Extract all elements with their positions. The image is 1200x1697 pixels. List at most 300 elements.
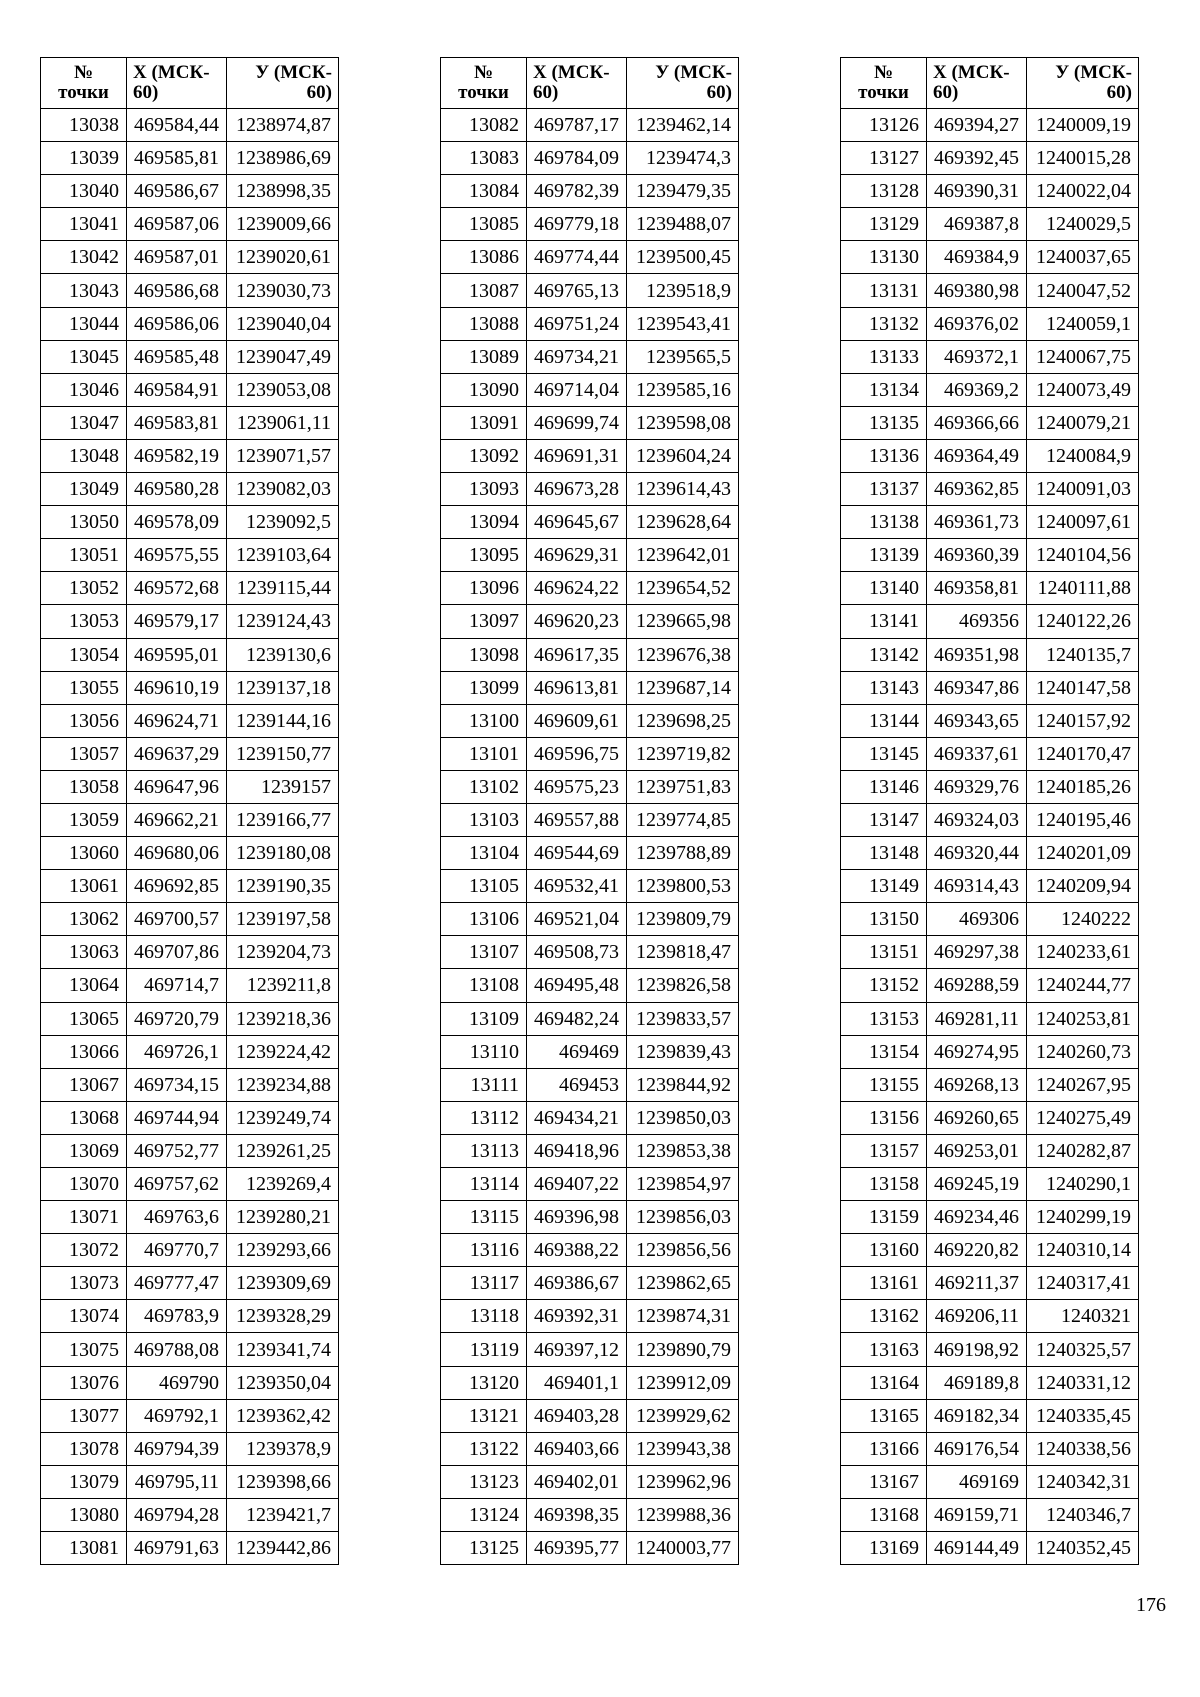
cell-y-coordinate: 1239833,57 [627,1002,739,1035]
table-row [841,142,1139,175]
header-point-number-text [47,63,120,103]
cell-x-coordinate: 469361,73 [927,506,1027,539]
cell-x-coordinate: 469610,19 [127,671,227,704]
cell-point-number: 13134 [841,373,927,406]
cell-x-coordinate: 469691,31 [527,439,627,472]
cell-y-coordinate: 1239421,7 [227,1498,339,1531]
cell-y-coordinate: 1240260,73 [1027,1035,1139,1068]
header-x-coordinate-line-2: 60) [533,82,559,103]
page-number: 176 [1136,1594,1166,1616]
cell-x-coordinate: 469392,45 [927,142,1027,175]
cell-point-number: 13103 [441,803,527,836]
cell-point-number: 13049 [41,473,127,506]
cell-y-coordinate: 1240009,19 [1027,109,1139,142]
cell-x-coordinate: 469189,8 [927,1366,1027,1399]
cell-point-number: 13127 [841,142,927,175]
cell-y-coordinate: 1240325,57 [1027,1333,1139,1366]
cell-point-number: 13165 [841,1399,927,1432]
header-x-coordinate-text [933,63,1020,103]
table-body [41,109,339,1565]
table-row [441,1432,739,1465]
table-row [41,1432,339,1465]
cell-x-coordinate: 469795,11 [127,1465,227,1498]
cell-x-coordinate: 469557,88 [527,803,627,836]
table-row [441,241,739,274]
table-row [441,1465,739,1498]
table-row [441,1101,739,1134]
cell-x-coordinate: 469613,81 [527,671,627,704]
cell-y-coordinate: 1239929,62 [627,1399,739,1432]
cell-y-coordinate: 1239124,43 [227,605,339,638]
cell-point-number: 13138 [841,506,927,539]
table-row [41,870,339,903]
cell-point-number: 13156 [841,1101,927,1134]
cell-point-number: 13064 [41,969,127,1002]
cell-x-coordinate: 469401,1 [527,1366,627,1399]
cell-y-coordinate: 1240147,58 [1027,671,1139,704]
cell-y-coordinate: 1240170,47 [1027,737,1139,770]
cell-y-coordinate: 1238986,69 [227,142,339,175]
table-row [841,837,1139,870]
cell-x-coordinate: 469673,28 [527,473,627,506]
cell-x-coordinate: 469329,76 [927,770,1027,803]
cell-y-coordinate: 1239800,53 [627,870,739,903]
cell-point-number: 13086 [441,241,527,274]
coordinates-table-3 [840,57,1139,1565]
table-row [441,439,739,472]
table-row [841,539,1139,572]
table-row [841,969,1139,1002]
cell-y-coordinate: 1239020,61 [227,241,339,274]
cell-x-coordinate: 469402,01 [527,1465,627,1498]
table-row [841,1532,1139,1565]
cell-point-number: 13073 [41,1267,127,1300]
table-row [841,274,1139,307]
table-row [841,506,1139,539]
table-row [441,936,739,969]
table-row [441,704,739,737]
cell-x-coordinate: 469763,6 [127,1201,227,1234]
header-y-coordinate-line-1: У (МСК- [655,62,732,84]
cell-y-coordinate: 1239988,36 [627,1498,739,1531]
cell-y-coordinate: 1240084,9 [1027,439,1139,472]
table-row [41,903,339,936]
cell-y-coordinate: 1240079,21 [1027,406,1139,439]
cell-y-coordinate: 1239687,14 [627,671,739,704]
table-row [41,1068,339,1101]
cell-y-coordinate: 1239479,35 [627,175,739,208]
table-row [441,208,739,241]
cell-y-coordinate: 1239030,73 [227,274,339,307]
cell-point-number: 13164 [841,1366,927,1399]
table-row [841,638,1139,671]
cell-y-coordinate: 1239190,35 [227,870,339,903]
cell-x-coordinate: 469314,43 [927,870,1027,903]
cell-y-coordinate: 1239856,56 [627,1234,739,1267]
table-row [41,1267,339,1300]
cell-y-coordinate: 1238998,35 [227,175,339,208]
table-row [441,1168,739,1201]
cell-y-coordinate: 1239442,86 [227,1532,339,1565]
cell-y-coordinate: 1239642,01 [627,539,739,572]
cell-point-number: 13093 [441,473,527,506]
header-point-number [441,58,527,109]
cell-x-coordinate: 469794,28 [127,1498,227,1531]
cell-point-number: 13076 [41,1366,127,1399]
table-row [441,903,739,936]
cell-point-number: 13085 [441,208,527,241]
cell-x-coordinate: 469582,19 [127,439,227,472]
header-point-number-line-2: точки [858,82,909,103]
cell-y-coordinate: 1239809,79 [627,903,739,936]
cell-y-coordinate: 1239853,38 [627,1134,739,1167]
cell-y-coordinate: 1240275,49 [1027,1101,1139,1134]
table-row [41,208,339,241]
cell-y-coordinate: 1240073,49 [1027,373,1139,406]
cell-point-number: 13122 [441,1432,527,1465]
table-row [41,274,339,307]
cell-y-coordinate: 1238974,87 [227,109,339,142]
table-row [41,473,339,506]
cell-y-coordinate: 1240157,92 [1027,704,1139,737]
table-row [441,1399,739,1432]
cell-x-coordinate: 469495,48 [527,969,627,1002]
cell-point-number: 13096 [441,572,527,605]
cell-x-coordinate: 469584,44 [127,109,227,142]
table-row [841,1333,1139,1366]
cell-y-coordinate: 1239150,77 [227,737,339,770]
cell-x-coordinate: 469392,31 [527,1300,627,1333]
table-row [841,770,1139,803]
table-row [841,473,1139,506]
cell-y-coordinate: 1239962,96 [627,1465,739,1498]
cell-x-coordinate: 469579,17 [127,605,227,638]
cell-point-number: 13167 [841,1465,927,1498]
cell-x-coordinate: 469395,77 [527,1532,627,1565]
table-row [841,1002,1139,1035]
cell-x-coordinate: 469734,21 [527,340,627,373]
table-row [841,1465,1139,1498]
table-row [41,638,339,671]
cell-y-coordinate: 1239774,85 [627,803,739,836]
cell-x-coordinate: 469482,24 [527,1002,627,1035]
table-row [441,539,739,572]
cell-y-coordinate: 1239826,58 [627,969,739,1002]
cell-y-coordinate: 1240267,95 [1027,1068,1139,1101]
table-row [841,109,1139,142]
cell-point-number: 13047 [41,406,127,439]
cell-y-coordinate: 1240059,1 [1027,307,1139,340]
cell-point-number: 13078 [41,1432,127,1465]
cell-x-coordinate: 469198,92 [927,1333,1027,1366]
cell-y-coordinate: 1239844,92 [627,1068,739,1101]
cell-point-number: 13123 [441,1465,527,1498]
cell-x-coordinate: 469281,11 [927,1002,1027,1035]
cell-y-coordinate: 1240029,5 [1027,208,1139,241]
cell-x-coordinate: 469714,04 [527,373,627,406]
cell-x-coordinate: 469584,91 [127,373,227,406]
cell-x-coordinate: 469364,49 [927,439,1027,472]
cell-y-coordinate: 1240111,88 [1027,572,1139,605]
cell-y-coordinate: 1239462,14 [627,109,739,142]
cell-point-number: 13150 [841,903,927,936]
table-row [41,969,339,1002]
header-point-number-line-1: № [473,62,494,84]
cell-point-number: 13158 [841,1168,927,1201]
table-row [41,1465,339,1498]
cell-point-number: 13083 [441,142,527,175]
cell-x-coordinate: 469144,49 [927,1532,1027,1565]
table-row [841,936,1139,969]
cell-point-number: 13048 [41,439,127,472]
cell-x-coordinate: 469774,44 [527,241,627,274]
cell-y-coordinate: 1239856,03 [627,1201,739,1234]
table-row [441,406,739,439]
cell-y-coordinate: 1239249,74 [227,1101,339,1134]
cell-point-number: 13146 [841,770,927,803]
cell-point-number: 13068 [41,1101,127,1134]
cell-y-coordinate: 1240209,94 [1027,870,1139,903]
table-row [841,1168,1139,1201]
table-row [841,737,1139,770]
cell-y-coordinate: 1239144,16 [227,704,339,737]
header-y-coordinate-line-1: У (МСК- [1055,62,1132,84]
table-row [441,969,739,1002]
cell-point-number: 13136 [841,439,927,472]
cell-y-coordinate: 1240331,12 [1027,1366,1139,1399]
table-row [441,274,739,307]
cell-y-coordinate: 1239040,04 [227,307,339,340]
cell-x-coordinate: 469394,27 [927,109,1027,142]
cell-point-number: 13061 [41,870,127,903]
cell-y-coordinate: 1239676,38 [627,638,739,671]
cell-point-number: 13143 [841,671,927,704]
cell-point-number: 13114 [441,1168,527,1201]
cell-y-coordinate: 1239082,03 [227,473,339,506]
cell-y-coordinate: 1239474,3 [627,142,739,175]
cell-x-coordinate: 469403,66 [527,1432,627,1465]
cell-point-number: 13081 [41,1532,127,1565]
cell-x-coordinate: 469583,81 [127,406,227,439]
table-row [441,870,739,903]
cell-y-coordinate: 1240047,52 [1027,274,1139,307]
cell-x-coordinate: 469752,77 [127,1134,227,1167]
table-row [441,340,739,373]
cell-x-coordinate: 469159,71 [927,1498,1027,1531]
header-x-coordinate-line-1: Х (МСК- [533,62,610,84]
header-y-coordinate-line-2: 60) [306,82,332,103]
cell-x-coordinate: 469620,23 [527,605,627,638]
cell-x-coordinate: 469782,39 [527,175,627,208]
cell-y-coordinate: 1239280,21 [227,1201,339,1234]
cell-x-coordinate: 469787,17 [527,109,627,142]
table-row [41,241,339,274]
table-row [841,870,1139,903]
table-row [41,406,339,439]
cell-point-number: 13050 [41,506,127,539]
header-x-coordinate-line-1: Х (МСК- [133,62,210,84]
cell-y-coordinate: 1239047,49 [227,340,339,373]
cell-x-coordinate: 469418,96 [527,1134,627,1167]
cell-y-coordinate: 1239598,08 [627,406,739,439]
cell-y-coordinate: 1240104,56 [1027,539,1139,572]
cell-point-number: 13069 [41,1134,127,1167]
cell-point-number: 13162 [841,1300,927,1333]
table-row [841,1201,1139,1234]
cell-x-coordinate: 469707,86 [127,936,227,969]
cell-point-number: 13140 [841,572,927,605]
table-row [441,605,739,638]
cell-point-number: 13125 [441,1532,527,1565]
cell-x-coordinate: 469407,22 [527,1168,627,1201]
header-row [841,58,1139,109]
cell-point-number: 13116 [441,1234,527,1267]
cell-x-coordinate: 469347,86 [927,671,1027,704]
cell-x-coordinate: 469306 [927,903,1027,936]
cell-point-number: 13101 [441,737,527,770]
cell-y-coordinate: 1239912,09 [627,1366,739,1399]
table-row [41,605,339,638]
cell-point-number: 13087 [441,274,527,307]
table-row [441,671,739,704]
cell-point-number: 13129 [841,208,927,241]
table-row [841,1366,1139,1399]
cell-point-number: 13152 [841,969,927,1002]
cell-y-coordinate: 1240233,61 [1027,936,1139,969]
table-body [841,109,1139,1565]
table-row [41,936,339,969]
cell-x-coordinate: 469169 [927,1465,1027,1498]
cell-x-coordinate: 469585,81 [127,142,227,175]
cell-x-coordinate: 469662,21 [127,803,227,836]
cell-x-coordinate: 469575,55 [127,539,227,572]
cell-x-coordinate: 469744,94 [127,1101,227,1134]
cell-point-number: 13090 [441,373,527,406]
cell-point-number: 13113 [441,1134,527,1167]
header-x-coordinate-line-1: Х (МСК- [933,62,1010,84]
cell-y-coordinate: 1239218,36 [227,1002,339,1035]
cell-point-number: 13115 [441,1201,527,1234]
cell-point-number: 13063 [41,936,127,969]
cell-y-coordinate: 1239130,6 [227,638,339,671]
table-row [441,1532,739,1565]
cell-point-number: 13071 [41,1201,127,1234]
table-row [441,1035,739,1068]
cell-y-coordinate: 1239341,74 [227,1333,339,1366]
cell-y-coordinate: 1240244,77 [1027,969,1139,1002]
cell-y-coordinate: 1239665,98 [627,605,739,638]
cell-y-coordinate: 1239488,07 [627,208,739,241]
cell-x-coordinate: 469790 [127,1366,227,1399]
header-point-number [41,58,127,109]
cell-y-coordinate: 1240310,14 [1027,1234,1139,1267]
cell-x-coordinate: 469369,2 [927,373,1027,406]
table-row [41,175,339,208]
header-y-coordinate [1027,58,1139,109]
cell-point-number: 13092 [441,439,527,472]
header-point-number-line-2: точки [58,82,109,103]
cell-x-coordinate: 469595,01 [127,638,227,671]
table-row [41,1168,339,1201]
cell-y-coordinate: 1239103,64 [227,539,339,572]
cell-x-coordinate: 469387,8 [927,208,1027,241]
cell-point-number: 13157 [841,1134,927,1167]
cell-y-coordinate: 1239862,65 [627,1267,739,1300]
cell-x-coordinate: 469253,01 [927,1134,1027,1167]
header-x-coordinate-line-2: 60) [133,82,159,103]
table-row [41,1300,339,1333]
table-row [41,1134,339,1167]
cell-point-number: 13147 [841,803,927,836]
cell-y-coordinate: 1240321 [1027,1300,1139,1333]
cell-point-number: 13066 [41,1035,127,1068]
cell-x-coordinate: 469586,06 [127,307,227,340]
table-body [441,109,739,1565]
cell-x-coordinate: 469647,96 [127,770,227,803]
cell-x-coordinate: 469700,57 [127,903,227,936]
table-row [841,1234,1139,1267]
cell-y-coordinate: 1240342,31 [1027,1465,1139,1498]
cell-y-coordinate: 1239180,08 [227,837,339,870]
cell-y-coordinate: 1239890,79 [627,1333,739,1366]
table-row [841,1399,1139,1432]
cell-x-coordinate: 469390,31 [927,175,1027,208]
cell-x-coordinate: 469521,04 [527,903,627,936]
cell-x-coordinate: 469720,79 [127,1002,227,1035]
header-y-coordinate-line-1: У (МСК- [255,62,332,84]
header-point-number-line-1: № [873,62,894,84]
cell-point-number: 13043 [41,274,127,307]
cell-x-coordinate: 469337,61 [927,737,1027,770]
table-header [41,58,339,109]
table-row [841,1101,1139,1134]
header-point-number-text [447,63,520,103]
cell-x-coordinate: 469580,28 [127,473,227,506]
cell-x-coordinate: 469586,67 [127,175,227,208]
cell-y-coordinate: 1240222 [1027,903,1139,936]
cell-x-coordinate: 469434,21 [527,1101,627,1134]
table-row [441,572,739,605]
cell-y-coordinate: 1240022,04 [1027,175,1139,208]
cell-x-coordinate: 469585,48 [127,340,227,373]
cell-x-coordinate: 469384,9 [927,241,1027,274]
cell-y-coordinate: 1239854,97 [627,1168,739,1201]
header-point-number [841,58,927,109]
cell-x-coordinate: 469274,95 [927,1035,1027,1068]
cell-x-coordinate: 469629,31 [527,539,627,572]
cell-y-coordinate: 1240003,77 [627,1532,739,1565]
cell-y-coordinate: 1239585,16 [627,373,739,406]
table-header [841,58,1139,109]
cell-y-coordinate: 1239698,25 [627,704,739,737]
cell-point-number: 13100 [441,704,527,737]
cell-x-coordinate: 469398,35 [527,1498,627,1531]
table-row [41,307,339,340]
cell-point-number: 13055 [41,671,127,704]
table-row [441,373,739,406]
cell-y-coordinate: 1239269,4 [227,1168,339,1201]
header-row [441,58,739,109]
cell-x-coordinate: 469386,67 [527,1267,627,1300]
cell-x-coordinate: 469324,03 [927,803,1027,836]
table-row [841,307,1139,340]
table-row [441,1267,739,1300]
table-row [41,142,339,175]
cell-x-coordinate: 469372,1 [927,340,1027,373]
cell-x-coordinate: 469751,24 [527,307,627,340]
cell-y-coordinate: 1240317,41 [1027,1267,1139,1300]
cell-point-number: 13117 [441,1267,527,1300]
